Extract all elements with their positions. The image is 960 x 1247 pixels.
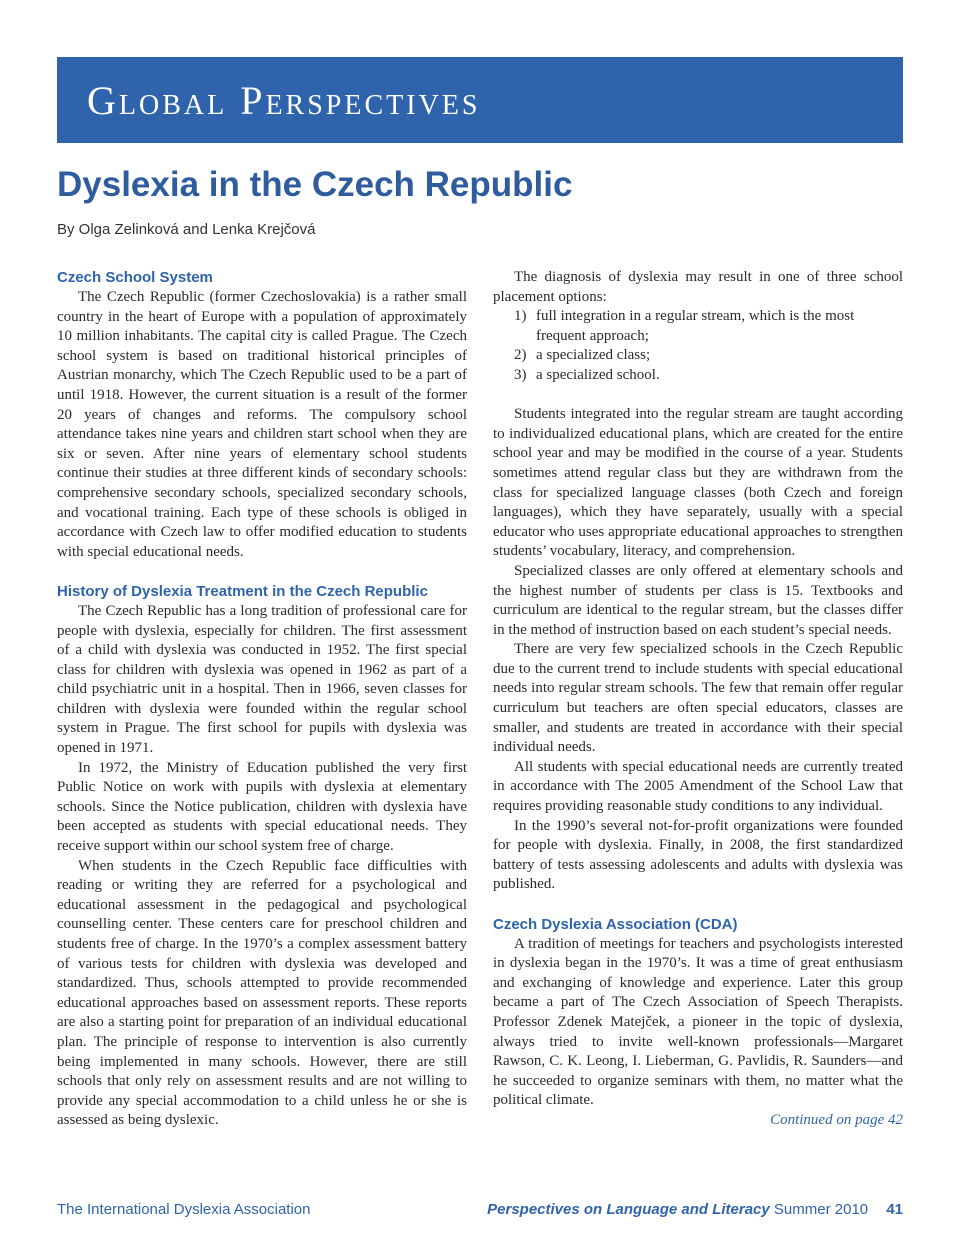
footer-publication-info — [487, 1200, 903, 1220]
paragraph: In 1972, the Ministry of Education published the very first Public Notice on work with pupils with dyslexia at elementary schools. Since the Notice publication, children with dyslexia have been accepted as students with special educational needs. They receive support within our school system free of charge. — [57, 759, 467, 855]
footer-organization: The International Dyslexia Association — [57, 1201, 311, 1218]
paragraph: The Czech Republic (former Czechoslovakia) is a rather small country in the heart of Europe with a population of approximately 10 million inhabitants. The capital city is called Prague. The Czech school system is based on traditional historical principles of Austrian monarchy, which The Czech Republic used to be a part of until 1918. However, the current situation is a result of the former 20 years of changes and reforms. The compulsory school attendance takes nine years and children start school when they are six or seven. After nine years of elementary school students continue their studies at three different kinds of secondary schools: comprehensive secondary schools, specialized secondary schools, and vocational training. Each type of these schools is obliged in accordance with Czech law to offer modified education to students with special educational needs. — [57, 289, 467, 560]
paragraph: Students integrated into the regular stream are taught according to individualized educational plans, which are created for the entire school year and may be modified in the course of a year. Students sometimes attend regular class but they are withdrawn from the class for specialized language classes (both Czech and foreign languages), which they have separately, usually with a special educator who uses appropriate educational approaches to strengthen students’ vocabulary, literacy, and comprehension. — [493, 406, 903, 560]
footer-issue: Summer 2010 — [773, 1201, 869, 1218]
article-byline: By Olga Zelinková and Lenka Krejčová — [57, 221, 316, 238]
placement-options-list — [493, 307, 903, 385]
list-item-text: full integration in a regular stream, which is the most frequent approach; — [536, 308, 855, 344]
list-item — [493, 346, 903, 366]
list-number: 3) — [514, 366, 527, 383]
list-number: 1) — [514, 308, 527, 325]
heading-cda: Czech Dyslexia Association (CDA) — [493, 915, 738, 933]
footer-publication: Perspectives on Language and Literacy — [487, 1201, 770, 1218]
list-number: 2) — [514, 347, 527, 364]
paragraph: In the 1990’s several not-for-profit organizations were founded for people with dyslexia. Finally, in 2008, the first standardized battery of tests assessing adolescents and adults with dyslexia was published. — [493, 817, 903, 893]
list-item-text: a specialized class; — [536, 347, 651, 364]
heading-history: History of Dyslexia Treatment in the Czech Republic — [57, 582, 428, 600]
paragraph: There are very few specialized schools in the Czech Republic due to the current trend to include students with special educational needs into regular stream schools. The few that remain offer regular curriculum but teachers are often special educators, classes are smaller, and students are treated in accordance with their special individual needs. — [493, 641, 903, 756]
continued-link[interactable]: Continued on page 42 — [770, 1111, 903, 1128]
left-column — [57, 268, 467, 1131]
article-title: Dyslexia in the Czech Republic — [57, 165, 573, 204]
paragraph: The Czech Republic has a long tradition of professional care for people with dyslexia, especially for children. The first assessment of a child with dyslexia was conducted in 1952. The first special class for children with dyslexia was opened in 1962 as part of a child psychiatric unit in a hospital. Then in 1966, seven classes for children with dyslexia were founded within the regular school system in Prague. The first school for pupils with dyslexia was opened in 1971. — [57, 602, 467, 757]
section-banner — [57, 57, 903, 143]
list-item — [493, 307, 903, 346]
paragraph: All students with special educational needs are currently treated in accordance with The 2005 Amendment of the School Law that requires providing reasonable study conditions to any individual. — [493, 758, 903, 815]
paragraph: When students in the Czech Republic face difficulties with reading or writing they are referred for a psychological and educational assessment in the pedagogical and psychological counselling center. These centers care for preschool children and students free of charge. In the 1970’s a complex assessment battery of various tests for children with dyslexia was developed and standardized. Thus, schools attempted to provide recommended educational approaches based on assessment reports. These reports are also a starting point for preparation of an individual educational plan. The principle of response to intervention is also currently being implemented in many schools. However, there are still schools that only rely on assessment results and are not willing to provide any special accommodation to a child unless he or she is assessed as being dyslexic. — [57, 857, 467, 1129]
list-item — [493, 366, 903, 386]
paragraph: The diagnosis of dyslexia may result in one of three school placement options: — [493, 269, 903, 305]
paragraph: A tradition of meetings for teachers and psychologists interested in dyslexia began in the 1970’s. It was a time of great enthusiasm and exchanging of knowledge and experience. Later this group became a part of The Czech Association of Speech Therapists. Professor Zdenek Matejček, a pioneer in the topic of dyslexia, always tried to invite well-known professionals—Margaret Rawson, C. K. Leong, I. Lieberman, G. Pavlidis, R. Saunders—and he succeeded to organize seminars with them, no matter what the political climate. — [493, 935, 903, 1109]
paragraph: Specialized classes are only offered at elementary schools and the highest number of students per class is 15. Textbooks and curriculum are identical to the regular stream, but the classes differ in the method of instruction based on each student’s special needs. — [493, 562, 903, 638]
page-number: 41 — [886, 1201, 903, 1218]
section-title: Global Perspectives — [87, 78, 481, 123]
list-item-text: a specialized school. — [536, 366, 660, 383]
heading-czech-school-system: Czech School System — [57, 269, 213, 286]
right-column — [493, 268, 903, 1131]
